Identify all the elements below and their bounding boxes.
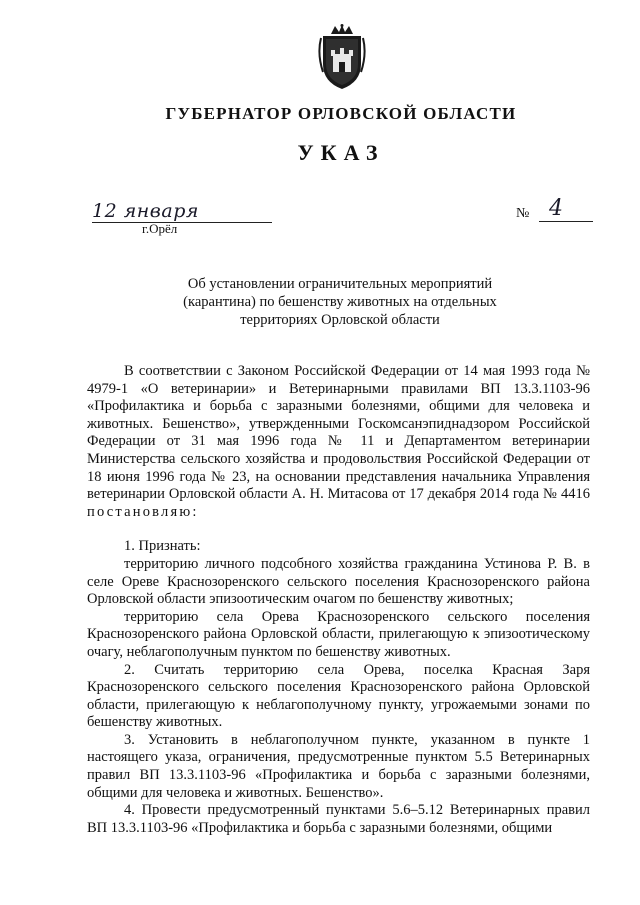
document-type-heading: УКАЗ — [297, 140, 385, 165]
city-label: г.Орёл — [142, 221, 178, 236]
clause-1-item-a: территорию личного подсобного хозяйства гражданина Устинова Р. В. в селе Ореве Краснозоренского сельского поселения Краснозоренского района Орловской области эпизоотическим очагом по бешенству животных; — [87, 555, 590, 608]
handwritten-date: 12 января — [92, 200, 272, 223]
number-label: № — [516, 206, 530, 221]
coat-of-arms-icon — [317, 24, 367, 90]
clause-3: 3. Установить в неблагополучном пункте, указанном в пункте 1 настоящего указа, ограничения, предусмотренные пунктом 5.5 Ветеринарных правил ВП 13.3.1103-96 «Профилактика и борьба с заразными болезнями, общими для человека и животных. Бешенство». — [87, 731, 590, 801]
clause-2: 2. Считать территорию села Орева, поселка Красная Заря Краснозоренского сельского поселения Краснозоренского района Орловской области, прилегающую к неблагополучному пункту, угрожаемыми зонами по бешенству животных. — [87, 661, 590, 731]
clause-1-item-b: территорию села Орева Краснозоренского сельского поселения Краснозоренского района Орловской области, прилегающую к эпизоотическому очагу, неблагополучным пунктом по бешенству животных. — [87, 608, 590, 660]
handwritten-number: 4 — [539, 196, 593, 222]
clause-1-heading: 1. Признать: — [124, 538, 201, 555]
preamble-decree-word: постановляю: — [87, 503, 199, 520]
document-body — [87, 363, 590, 837]
document-title: Об установлении ограничительных мероприятий (карантина) по бешенству животных на отдельных территориях Орловской области — [183, 276, 497, 328]
preamble-text: В соответствии с Законом Российской Федерации от 14 мая 1993 года № 4979-1 «О ветеринарии» и Ветеринарными правилами ВП 13.3.1103-96 «Профилактика и борьба с заразными болезнями, общими для человека и животных. Бешенство», утвержденными Госкомсанэпиднадзором Российской Федерации от 31 мая 1996 года № 11 и Департаментом ветеринарии Министерства сельского хозяйства и продовольствия Российской Федерации от 18 июня 1996 года № 23, на основании представления начальника Управления ветеринарии Орловской области А. Н. Митасова от 17 декабря 2014 года № 4416 — [87, 363, 590, 503]
clause-4: 4. Провести предусмотренный пунктами 5.6–5.12 Ветеринарных правил ВП 13.3.1103-96 «Профилактика и борьба с заразными болезнями, общими — [87, 802, 590, 836]
preamble-paragraph — [87, 363, 590, 521]
organization-heading: ГУБЕРНАТОР ОРЛОВСКОЙ ОБЛАСТИ — [165, 104, 517, 123]
